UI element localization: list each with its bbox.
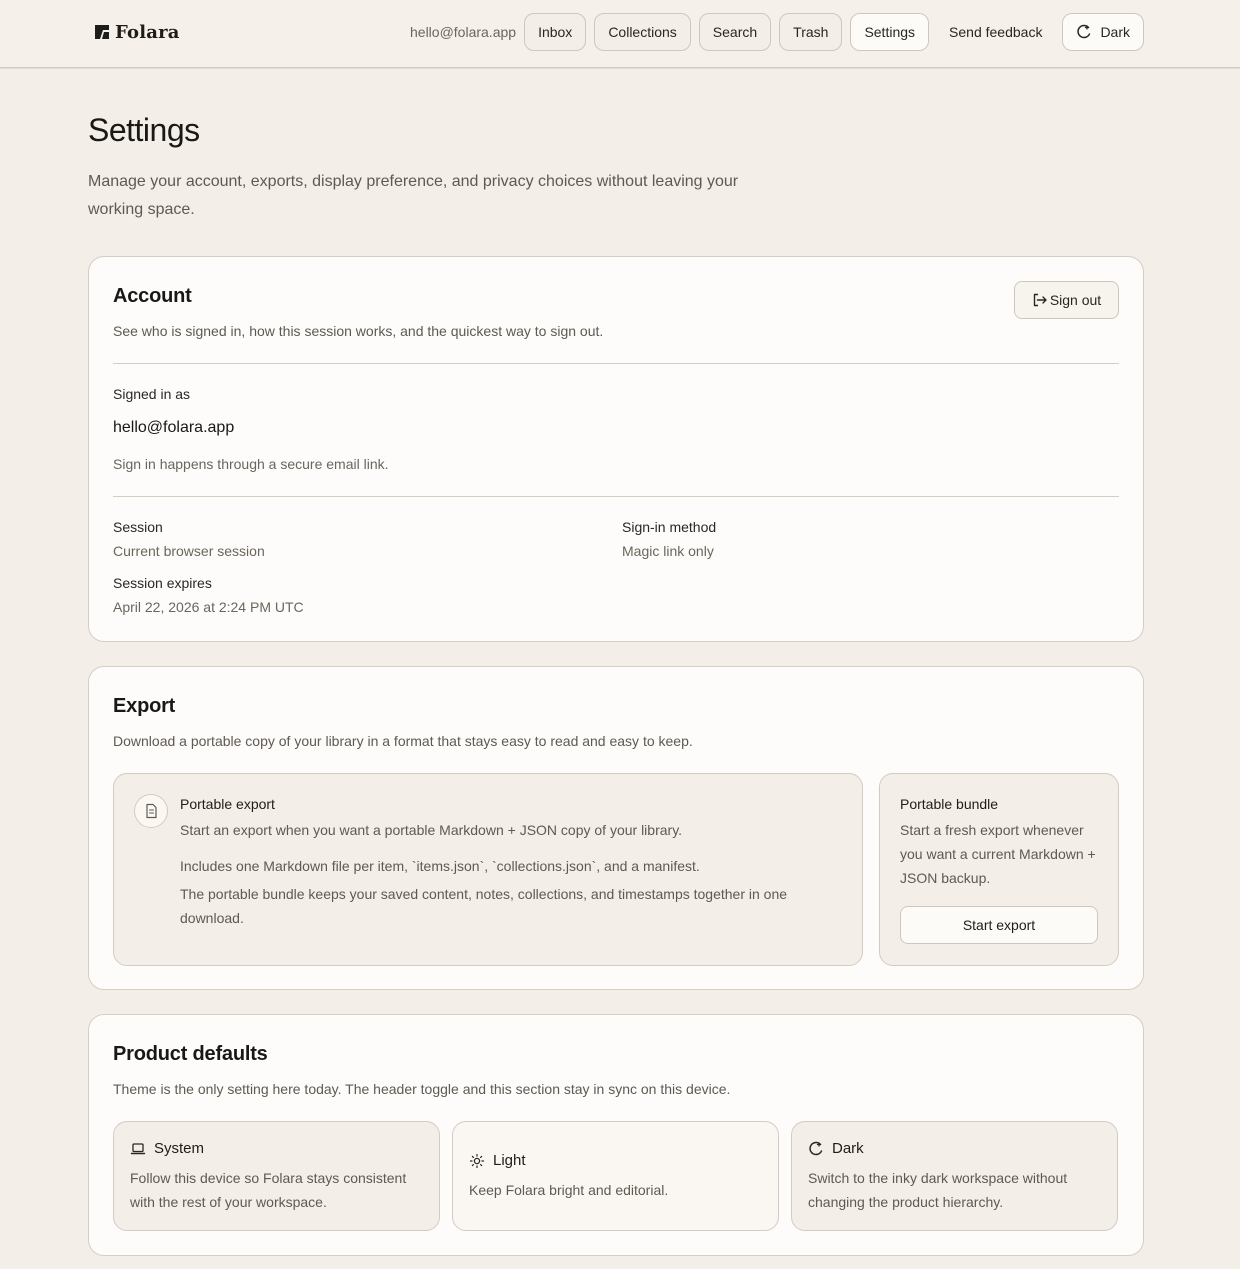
signed-in-email: hello@folara.app — [113, 419, 235, 436]
theme-option-system[interactable] — [113, 1121, 440, 1231]
theme-toggle-button[interactable] — [1062, 13, 1144, 51]
portable-export-panel — [113, 773, 863, 966]
laptop-icon — [130, 1141, 146, 1157]
moon-icon — [1076, 24, 1092, 40]
send-feedback-link[interactable]: Send feedback — [949, 24, 1043, 40]
theme-toggle-label: Dark — [1100, 24, 1130, 40]
portable-bundle-text: Start a fresh export whenever you want a current Markdown + JSON backup. — [900, 822, 1096, 886]
signin-note: Sign in happens through a secure email link. — [113, 456, 389, 472]
portable-bundle-title: Portable bundle — [900, 796, 999, 812]
nav-collections-button[interactable]: Collections — [594, 13, 690, 51]
session-expires-label: Session expires — [113, 575, 212, 591]
document-icon — [144, 803, 158, 819]
session-label: Session — [113, 519, 163, 535]
account-divider-2 — [113, 496, 1119, 497]
document-badge — [134, 794, 168, 828]
portable-export-title: Portable export — [180, 796, 275, 812]
top-header — [0, 0, 1240, 68]
signin-method-label: Sign-in method — [622, 519, 717, 535]
theme-option-system-desc: Follow this device so Folara stays consistent with the rest of your workspace. — [130, 1170, 407, 1210]
export-description: Download a portable copy of your library in a format that stays easy to read and easy to keep. — [113, 733, 693, 749]
nav-inbox-button[interactable]: Inbox — [524, 13, 586, 51]
product-defaults-card — [88, 1014, 1144, 1256]
theme-option-dark-label: Dark — [832, 1140, 864, 1157]
start-export-button[interactable]: Start export — [900, 906, 1098, 944]
theme-option-dark[interactable] — [791, 1121, 1118, 1231]
theme-option-light-desc: Keep Folara bright and editorial. — [469, 1182, 669, 1198]
portable-export-line-2: Includes one Markdown file per item, `items.json`, `collections.json`, and a manifest. — [180, 858, 700, 874]
nav-settings-button[interactable]: Settings — [850, 13, 929, 51]
page-subtitle: Manage your account, exports, display preference, and privacy choices without leaving your working space. — [88, 173, 739, 218]
portable-bundle-panel — [879, 773, 1119, 966]
export-title: Export — [113, 695, 176, 717]
account-description: See who is signed in, how this session works, and the quickest way to sign out. — [113, 323, 604, 339]
account-title: Account — [113, 285, 192, 307]
moon-icon — [808, 1141, 824, 1157]
sign-out-icon — [1032, 292, 1048, 308]
session-value: Current browser session — [113, 543, 265, 559]
brand-name: Folara — [115, 21, 180, 43]
theme-option-dark-desc: Switch to the inky dark workspace without changing the product hierarchy. — [808, 1170, 1068, 1210]
folara-logo-icon — [93, 23, 111, 41]
session-expires-value: April 22, 2026 at 2:24 PM UTC — [113, 599, 304, 615]
account-divider-1 — [113, 363, 1119, 364]
portable-export-line-1: Start an export when you want a portable Markdown + JSON copy of your library. — [180, 822, 683, 838]
page-title: Settings — [88, 112, 200, 148]
theme-option-light[interactable] — [452, 1121, 779, 1231]
brand[interactable] — [93, 20, 180, 44]
account-card — [88, 256, 1144, 642]
signin-method-value: Magic link only — [622, 543, 714, 559]
nav-trash-button[interactable]: Trash — [779, 13, 842, 51]
nav-search-button[interactable]: Search — [699, 13, 771, 51]
theme-option-light-label: Light — [493, 1152, 526, 1169]
header-nav — [410, 13, 1144, 51]
portable-export-line-3: The portable bundle keeps your saved content, notes, collections, and timestamps together in one download. — [180, 886, 788, 926]
sign-out-button[interactable] — [1014, 281, 1119, 319]
product-defaults-title: Product defaults — [113, 1043, 268, 1065]
export-card — [88, 666, 1144, 990]
sign-out-label: Sign out — [1049, 292, 1102, 308]
signed-in-label: Signed in as — [113, 386, 191, 402]
product-defaults-description: Theme is the only setting here today. The header toggle and this section stay in sync on this device. — [113, 1081, 731, 1097]
header-user-email: hello@folara.app — [410, 24, 517, 40]
theme-option-system-label: System — [154, 1140, 205, 1157]
sun-icon — [469, 1153, 485, 1169]
